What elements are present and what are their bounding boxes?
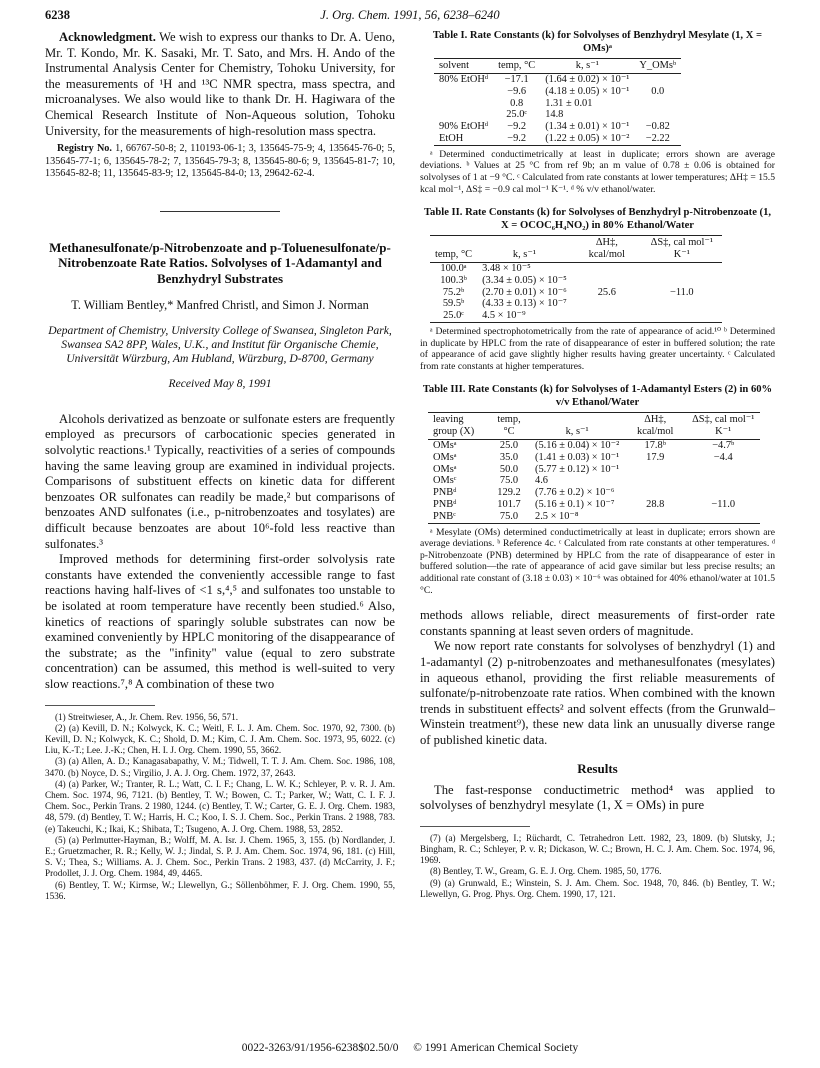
table-cell (686, 475, 760, 487)
table-cell: −11.0 (669, 286, 694, 298)
table-cell: 129.2 (497, 487, 521, 499)
left-column (45, 30, 395, 902)
copyright: © 1991 American Chemical Society (413, 1042, 579, 1054)
table-cell (686, 511, 760, 523)
table-cell: 35.0 (499, 451, 519, 463)
table-cell (634, 109, 681, 121)
table-cell: 25.0ᶜ (430, 310, 477, 322)
table-cell: (7.76 ± 0.2) × 10⁻⁶ (535, 487, 615, 499)
table-cell: PNBᵈ (433, 487, 457, 499)
table-cell (434, 86, 493, 98)
table-cell (624, 487, 686, 499)
section-divider (160, 211, 280, 212)
table-row (434, 86, 681, 98)
table-cell: 28.8 (646, 499, 665, 511)
table-cell (642, 275, 722, 287)
table-header: ΔS‡, cal mol⁻¹ K⁻¹ (686, 413, 760, 440)
registry-numbers (45, 143, 395, 181)
right-column (420, 30, 775, 900)
table-cell (686, 487, 760, 499)
table-cell: 0.8 (510, 97, 524, 109)
table-cell: 90% EtOHᵈ (439, 121, 489, 133)
table-header: ΔS‡, cal mol⁻¹ K⁻¹ (642, 236, 722, 263)
table-cell: 0.0 (651, 85, 665, 97)
table-cell: (3.34 ± 0.05) × 10⁻⁵ (482, 274, 567, 286)
table-row (430, 287, 722, 299)
table-cell (642, 262, 722, 274)
received-date: Received May 8, 1991 (168, 376, 272, 390)
paragraph-report: We now report rate constants for solvolyses of benzhydryl (1) and 1-adamantyl (2) p-nitrobenzoates and methanesulfonates (mesylates) in aqueous ethanol, providing the first reliable measurements of sulfonate/p-nitrobenzoate rate ratios. When combined with the known trends in substituent effects² and solvent effects (from the Grunwald–Winstein treatment⁹), these new data link an unusually diverse range of published kinetic data. (420, 639, 775, 747)
journal-citation: J. Org. Chem. 1991, 56, 6238–6240 (320, 8, 500, 22)
table-header: temp, °C (488, 413, 530, 440)
table-cell (642, 298, 722, 310)
table-cell: (1.34 ± 0.01) × 10⁻¹ (545, 121, 630, 133)
table-header: temp, °C (493, 59, 540, 74)
table-cell: 59.5ᵇ (442, 298, 465, 310)
footnote-divider (420, 826, 530, 827)
author-affiliation: Department of Chemistry, University College of Swansea, Singleton Park, Swansea SA2 8PP, Wales, U.K., and Institut für Organische Chemie, Universität Würzburg, Am Hubland, Würzburg, D-8700, Germany (48, 324, 392, 366)
table2 (430, 235, 722, 323)
table-row (428, 475, 760, 487)
table-row (434, 133, 681, 145)
table-cell: 100.3ᵇ (440, 274, 467, 286)
paragraph-results: The fast-response conductimetric method⁴ was applied to solvolyses of benzhydryl mesylate (1, X = OMs) in pure (420, 782, 775, 813)
ack-text: We wish to express our thanks to Dr. A. Ueno, Mr. T. Kondo, Mr. K. Sasaki, Mr. T. Sato, and Mrs. H. Ando of the Instrumental Analysis Center for Chemistry, Tohoku University, for the measurements of ¹H and ¹³C NMR spectra, mass spectra, and microanalyses. We also would like to thank Dr. H. Hagiwara of the Chemical Research Institute of Non-Aqueous solution, Tohoku University, for the measurements of high-resolution mass spectra. (45, 30, 396, 138)
table1-notes: ᵃ Determined conductimetrically at least in duplicate; errors shown are average deviations. ᵇ Values at 25 °C from ref 9b; an m value of 0.78 ± 0.06 is obtained for solvolyses of 1 at −9 °C. ᶜ Calculated from rate constants at lower temperatures; ΔH‡ = 15.5 kcal mol⁻¹, ΔS‡ = −0.9 cal mol⁻¹ K⁻¹. ᵈ % v/v ethanol/water. (420, 148, 775, 195)
table-cell (642, 310, 722, 322)
footnotes-left (45, 712, 395, 902)
table-row (430, 310, 722, 322)
table-cell: OMsᵃ (433, 451, 457, 463)
table-row (428, 440, 760, 452)
table-cell: −0.82 (645, 121, 670, 133)
table-cell: (4.33 ± 0.13) × 10⁻⁷ (482, 298, 567, 310)
table-header: ΔH‡, kcal/mol (624, 413, 686, 440)
table-cell: (1.22 ± 0.05) × 10⁻² (540, 133, 634, 145)
table-cell: 14.8 (545, 109, 564, 121)
table-cell (434, 109, 493, 121)
table-row (430, 275, 722, 287)
table-cell: 4.6 (535, 475, 548, 487)
footnote: (6) Bentley, T. W.; Kirmse, W.; Llewellyn, G.; Söllenböhmer, F. J. Org. Chem. 1990, 55, 1536. (45, 879, 395, 901)
table-header: k, s⁻¹ (540, 59, 634, 74)
table-row (434, 98, 681, 110)
table-cell: −4.4 (713, 451, 733, 463)
table-cell: −9.6 (507, 85, 527, 97)
table-cell (624, 511, 686, 523)
table-cell: PNBᵈ (433, 499, 457, 511)
table-cell: (2.70 ± 0.01) × 10⁻⁶ (482, 286, 567, 298)
table-header: ΔH‡, kcal/mol (572, 236, 642, 263)
table-row (428, 464, 760, 476)
intro-paragraph-2: Improved methods for determining first-order solvolysis rate constants have extended the conveniently accessible range to fast reactions having half-lives of <1 s,⁴,⁵ and sulfonates too unstable to be isolated at room temperature have recently been studied.⁶ Also, kinetics of reactions of sparingly soluble substrates can now be examined conveniently by HPLC monitoring of the disappearance of the substrate; as the "infinity" value (equal to zero substrate concentration) can be assumed, this method is well-suited to very slow reactions.⁷,⁸ A combination of these two (45, 552, 395, 691)
table-header: k, s⁻¹ (477, 236, 572, 263)
table-cell: (5.16 ± 0.1) × 10⁻⁷ (535, 499, 615, 511)
footnote-divider (45, 705, 155, 706)
table-row (430, 262, 722, 274)
table-cell (434, 98, 493, 110)
table-cell (634, 73, 681, 85)
acknowledgment (45, 30, 395, 139)
table-cell: 50.0 (499, 463, 519, 475)
table-row (434, 109, 681, 121)
table-row (428, 452, 760, 464)
table-cell: −9.2 (493, 133, 540, 145)
footnote: (5) (a) Perlmutter-Hayman, B.; Wolff, M. A. Isr. J. Chem. 1965, 3, 155. (b) Nordlander, J. E.; Gruetzmacher, R. R.; Kelly, W. J.; Jindal, S. P. J. Am. Chem. Soc. 1974, 96, 181. (c) Hill, S. V.; Thea, S.; Williams. A. J. Chem. Soc., Perkin Trans. 2 1983, 437. (d) McCarrity, J. F.; Prodollet, J. J. Org. Chem. 1984, 49, 4465. (45, 834, 395, 879)
table-cell: −2.22 (634, 133, 681, 145)
table-header: solvent (434, 59, 493, 74)
table3 (428, 412, 760, 523)
table3-notes: ᵃ Mesylate (OMs) determined conductimetrically at least in duplicate; errors shown are average deviations. ᵇ Reference 4c. ᶜ Calculated from rate constants at other temperatures. ᵈ p-Nitrobenzoate (PNB) determined by HPLC from the rate of disappearance of ester in buffered solution—the rate of appearance of acid gave similar but less precise results; an additional rate constant of (3.18 ± 0.03) × 10⁻⁶ was obtained for 40% ethanol/water at 101.5 °C. (420, 526, 775, 596)
table-cell: 1.31 ± 0.01 (545, 97, 593, 109)
table-cell (686, 464, 760, 476)
table-cell (572, 275, 642, 287)
running-header (45, 8, 775, 28)
table1 (434, 58, 681, 146)
ack-heading: Acknowledgment. (59, 30, 156, 44)
table-row (434, 121, 681, 133)
article-title: Methanesulfonate/p-Nitrobenzoate and p-Toluenesulfonate/p-Nitrobenzoate Rate Ratios. Solvolyses of 1-Adamantyl and Benzhydryl Substrates (49, 239, 391, 286)
footnote: (7) (a) Mergelsberg, I.; Rüchardt, C. Tetrahedron Lett. 1982, 23, 1809. (b) Slutsky, J.; Bingham, R. C.; Schleyer, P. v. R; Dickason, W. C.; Brown, H. C. J. Am. Chem. Soc. 1974, 96, 1969. (420, 832, 775, 866)
table3-caption: Table III. Rate Constants (k) for Solvolyses of 1-Adamantyl Esters (2) in 60% v/v Ethanol/Water (422, 384, 773, 408)
table-cell: EtOH (434, 133, 493, 145)
footnote: (1) Streitwieser, A., Jr. Chem. Rev. 1956, 56, 571. (55, 711, 239, 722)
table-cell: (5.16 ± 0.04) × 10⁻² (535, 440, 620, 452)
table-cell: (4.18 ± 0.05) × 10⁻¹ (545, 85, 630, 97)
table-row (434, 73, 681, 85)
table-cell: 101.7 (497, 499, 521, 511)
footnote: (4) (a) Parker, W.; Tranter, R. L.; Watt, C. I. F.; Chang, L. W. K.; Schleyer, P. v. R. J. Am. Chem. Soc. 1974, 96, 7121. (b) Bentley, T. W.; Bowen, C. T.; Parker, W.; Watt, C. I. F. J. Chem. Soc., Perkin Trans. 2 1980, 1244. (c) Bentley, T. W.; Carter, G. E. J. Org. Chem. 1983, 48, 579. (d) Bentley, T. W.; Harris, H. C.; Koo, I. S. J. Chem. Soc., Perkin Trans. 2 1988, 783. (e) Takeuchi, K.; Ikai, K.; Shibata, T.; Tsugeno, A. J. Org. Chem. 1988, 53, 2852. (45, 778, 395, 834)
table-header: leaving group (X) (428, 413, 488, 440)
table-cell (572, 298, 642, 310)
table-cell: OMsᵃ (433, 440, 457, 452)
table-header: temp, °C (430, 236, 477, 263)
footnote: (3) (a) Allen, A. D.; Kanagasabapathy, V. M.; Tidwell, T. T. J. Am. Chem. Soc. 1986, 108, 3470. (b) Noyce, D. S.; Virgilio, J. A. J. Org. Chem. 1972, 37, 2643. (45, 756, 395, 778)
registry-text: 1, 66767-50-8; 2, 110193-06-1; 3, 135645-75-9; 4, 135645-76-0; 5, 135645-77-1; 6, 135645-78-2; 7, 135645-79-3; 8, 135645-80-6; 9, 135645-81-7; 10, 135645-82-8; 11, 135645-83-9; 12, 135645-84-0; 13, 29642-62-4. (45, 143, 395, 180)
table-cell: 3.48 × 10⁻⁵ (482, 262, 531, 274)
table2-caption: Table II. Rate Constants (k) for Solvolyses of Benzhydryl p-Nitrobenzoate (1, X = OCOC₆H₄NO₂) in 80% Ethanol/Water (423, 207, 772, 231)
table-cell: 17.8ᵇ (644, 440, 666, 452)
table-cell (634, 98, 681, 110)
table-cell: 75.2ᵇ (442, 286, 465, 298)
table-cell: 75.0 (488, 511, 530, 523)
table-cell: 25.0ᶜ (506, 109, 528, 121)
table-cell: (5.77 ± 0.12) × 10⁻¹ (535, 463, 620, 475)
footnote: (8) Bentley, T. W., Gream, G. E. J. Org. Chem. 1985, 50, 1776. (430, 866, 662, 877)
table-cell: −4.7ᵇ (712, 440, 735, 452)
table-cell: 4.5 × 10⁻⁹ (477, 310, 572, 322)
footnotes-right (420, 833, 775, 900)
intro-paragraph-1: Alcohols derivatized as benzoate or sulfonate esters are frequently employed as precursors of carbocationic species generated in solvolytic reactions.¹ Typically, reactivities of a series of compounds having the same leaving group are examined in individual projects. Comparisons of substituent effects on kinetic data for different benzoates OR sulfonates can readily be made,² but comparisons of benzoates AND sulfonates (i.e., p-nitrobenzoates and tosylates) are difficult because benzoates are about 10⁶-fold less reactive than sulfonates.³ (45, 411, 395, 551)
table-header: Y_OMsᵇ (634, 59, 681, 74)
table-cell: PNBᶜ (428, 511, 488, 523)
article-code: 0022-3263/91/1956-6238$02.50/0 (241, 1042, 399, 1054)
table-row (430, 298, 722, 310)
table-cell (572, 310, 642, 322)
table-cell: (1.64 ± 0.02) × 10⁻¹ (545, 73, 630, 85)
table-cell: 100.0ᵃ (440, 262, 467, 274)
table-cell: −11.0 (711, 499, 736, 511)
table-cell: (1.41 ± 0.03) × 10⁻¹ (535, 451, 620, 463)
results-heading: Results (577, 760, 618, 776)
table-cell: 17.9 (646, 451, 665, 463)
table-header: k, s⁻¹ (530, 413, 624, 440)
paragraph-continued: methods allows reliable, direct measurements of first-order rate constants spanning at least seven orders of magnitude. (420, 608, 775, 638)
table-row (428, 511, 760, 523)
table-cell: 80% EtOHᵈ (439, 73, 489, 85)
table-row (428, 499, 760, 511)
table-cell: 25.6 (597, 286, 616, 298)
footnote: (2) (a) Kevill, D. N.; Kolwyck, K. C.; Weitl, F. L. J. Am. Chem. Soc. 1970, 92, 7300. (b) Kevill, D. N.; Kolwyck, K. C.; Shold, D. M.; Kim, C. J. Am. Chem. Soc. 1973, 95, 6022. (c) Liu, K.-T.; Lee. J.-K.; Chen, H. I. J. Org. Chem. 1990, 55, 3662. (45, 722, 395, 756)
registry-heading: Registry No. (57, 143, 112, 155)
page-number: 6238 (45, 8, 70, 22)
table-cell: −9.2 (507, 121, 527, 133)
table2-notes: ᵃ Determined spectrophotometrically from the rate of appearance of acid.¹⁰ ᵇ Determined in duplicate by HPLC from the rate of disappearance of ester in buffered solution; the rate of appearance of acid gave slightly higher results having greater uncertainty. ᶜ Calculated from rate constants at higher temperatures. (420, 325, 775, 372)
table-cell (624, 475, 686, 487)
table-cell (624, 464, 686, 476)
table-cell: 75.0 (499, 475, 519, 487)
table1-caption: Table I. Rate Constants (k) for Solvolyses of Benzhydryl Mesylate (1, X = OMs)ᵃ (432, 30, 763, 54)
table-cell: OMsᶜ (433, 475, 457, 487)
table-cell (572, 262, 642, 274)
table-cell: 2.5 × 10⁻⁸ (530, 511, 624, 523)
table-cell: −17.1 (504, 73, 529, 85)
page-footer (0, 1042, 820, 1054)
article-authors: T. William Bentley,* Manfred Christl, and Simon J. Norman (71, 298, 369, 313)
table-cell: 25.0 (499, 440, 519, 452)
table-cell: OMsᵃ (433, 463, 457, 475)
table-row (428, 487, 760, 499)
footnote: (9) (a) Grunwald, E.; Winstein, S. J. Am. Chem. Soc. 1948, 70, 846. (b) Bentley, T. W.; Llewellyn, G. Prog. Phys. Org. Chem. 1990, 17, 121. (420, 877, 775, 899)
